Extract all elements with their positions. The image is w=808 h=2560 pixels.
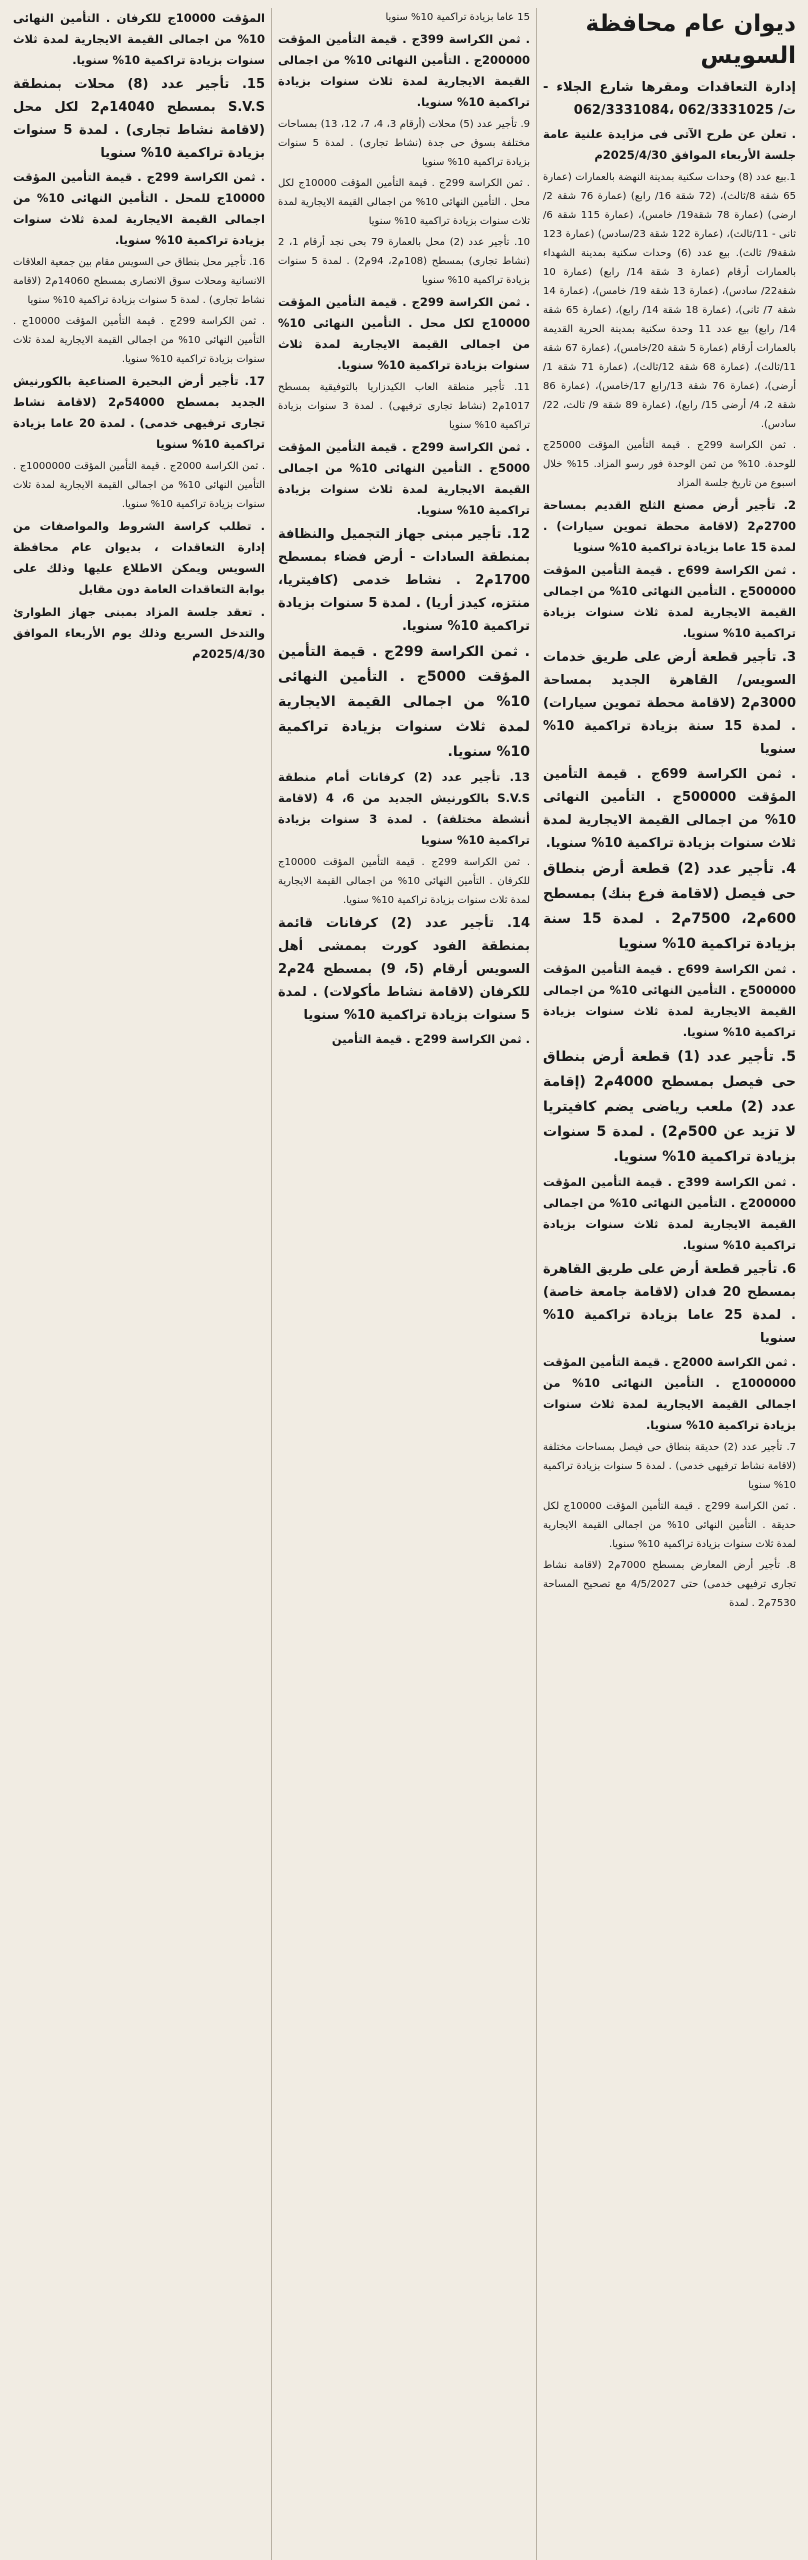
ad-paragraph: . ثمن الكراسة 299ج . قيمة التأمين المؤقت 25000ج للوحدة. 10% من ثمن الوحدة فور رسو المزاد. 15% خلال اسبوع من تاريخ جلسة المزاد xyxy=(543,440,796,489)
ad-paragraph: 9. تأجير عدد (5) محلات (أرقام 3، 4، 7، 12، 13) بمساحات مختلفة بسوق حى جدة (نشاط تجارى) . لمدة 5 سنوات بزيادة تراكمية 10% سنويا xyxy=(278,119,530,168)
ad-paragraph: 6. تأجير قطعة أرض على طريق القاهرة بمسطح 20 فدان (لاقامة جامعة خاصة) . لمدة 25 عاما بزيادة تراكمية 10% سنويا xyxy=(543,1262,796,1346)
ad-paragraph: . ثمن الكراسة 399ج . قيمة التأمين المؤقت 200000ج . التأمين النهائى 10% من اجمالى القيمة الايجارية لمدة ثلاث سنوات بزيادة تراكمية 10% سنويا. xyxy=(278,32,530,109)
ad-paragraph: 7. تأجير عدد (2) حديقة بنطاق حى فيصل بمساحات مختلفة (لاقامة نشاط ترفيهى خدمى) . لمدة 5 سنوات بزيادة تراكمية 10% سنويا xyxy=(543,1442,796,1491)
ad-paragraph: . ثمن الكراسة 299ج . قيمة التأمين المؤقت 10000ج للكرفان . التأمين النهائى 10% من اجمالى القيمة الايجارية لمدة ثلاث سنوات بزيادة تراكمية 10% سنويا. xyxy=(278,857,530,906)
ad-paragraph: . ثمن الكراسة 299ج . قيمة التأمين المؤقت 10000ج . التأمين النهائى 10% من اجمالى القيمة الايجارية لمدة ثلاث سنوات بزيادة تراكمية 10% سنويا. xyxy=(13,316,266,365)
ad-paragraph: . ثمن الكراسة 299ج . قيمة التأمين المؤقت 10000ج للمحل . التأمين النهائى 10% من اجمالى القيمة الايجارية لمدة ثلاث سنوات بزيادة تراكمية 10% سنويا. xyxy=(13,170,266,247)
page-title: ديوان عام محافظة السويس xyxy=(585,11,796,69)
ad-paragraph: . ثمن الكراسة 299ج . قيمة التأمين المؤقت 10000ج لكل حديقة . التأمين النهائى 10% من اجمالى القيمة الايجارية لمدة ثلاث سنوات بزيادة تراكمية 10% سنويا. xyxy=(543,1501,797,1550)
ad-paragraph: 8. تأجير أرض المعارض بمسطح 7000م2 (لاقامة نشاط تجارى ترفيهى خدمى) حتى 4/5/2027 مع تصحيح المساحة 7530م2 . لمدة xyxy=(543,1560,796,1609)
ad-paragraph: 16. تأجير محل بنطاق حى السويس مقام بين جمعية العلاقات الانسانية ومحلات سوق الانصارى بمسطح 14060م2 (لاقامة نشاط تجارى) . لمدة 5 سنوات بزيادة تراكمية 10% سنويا xyxy=(13,257,265,306)
ad-paragraph: 3. تأجير قطعة أرض على طريق خدمات السويس/ القاهرة الجديد بمساحة 3000م2 (لاقامة محطة تموين سيارات) . لمدة 15 سنة بزيادة تراكمية 10% سنويا xyxy=(543,650,796,757)
ad-paragraph: 11. تأجير منطقة العاب الكيدزاريا بالتوفيقية بمسطح 1017م2 (نشاط تجارى ترفيهى) . لمدة 3 سنوات بزيادة تراكمية 10% سنويا xyxy=(278,382,530,431)
ad-paragraph: . ثمن الكراسة 299ج . قيمة التأمين المؤقت 10000ج لكل محل . التأمين النهائى 10% من اجمالى القيمة الايجارية لمدة ثلاث سنوات بزيادة تراكمية 10% سنويا. xyxy=(278,295,530,372)
ad-paragraph: 4. تأجير عدد (2) قطعة أرض بنطاق حى فيصل (لاقامة فرع بنك) بمسطح 600م2، 7500م2 . لمدة 15 سنة بزيادة تراكمية 10% سنويا xyxy=(543,861,796,952)
ad-paragraph: 5. تأجير عدد (1) قطعة أرض بنطاق حى فيصل بمسطح 4000م2 (إقامة عدد (2) ملعب رياضى يضم كافيتريا لا تزيد عن 500م2) . لمدة 5 سنوات بزيادة تراكمية 10% سنويا. xyxy=(543,1049,797,1165)
ad-paragraph: 13. تأجير عدد (2) كرفانات أمام منطقة S.V.S بالكورنيش الجديد من 6، 4 (لاقامة أنشطة مختلفة) . لمدة 3 سنوات بزيادة تراكمية 10% سنويا xyxy=(278,770,531,847)
ad-paragraph: 14. تأجير عدد (2) كرفانات قائمة بمنطقة الفود كورت بممشى أهل السويس أرقام (5، 9) بمسطح 24م2 للكرفان (لاقامة نشاط مأكولات) . لمدة 5 سنوات بزيادة تراكمية 10% سنويا xyxy=(278,916,531,1023)
ad-paragraph: . ثمن الكراسة 699ج . قيمة التأمين المؤقت 500000ج . التأمين النهائى 10% من اجمالى القيمة الايجارية لمدة ثلاث سنوات بزيادة تراكمية 10% سنويا. xyxy=(543,962,796,1039)
ad-paragraph: 17. تأجير أرض البحيرة الصناعية بالكورنيش الجديد بمسطح 54000م2 (لاقامة نشاط تجارى ترفيهى خدمى) . لمدة 20 عاما بزيادة تراكمية 10% سنويا xyxy=(13,374,266,451)
ad-paragraph: . ثمن الكراسة 699ج . قيمة التأمين المؤقت 500000ج . التأمين النهائى 10% من اجمالى القيمة الايجارية لمدة ثلاث سنوات بزيادة تراكمية 10% سنويا. xyxy=(543,563,796,640)
ad-paragraph: . تعلن عن طرح الآتى فى مزايدة علنية عامة جلسة الأربعاء الموافق 2025/4/30م xyxy=(543,127,796,162)
ad-paragraph: . ثمن الكراسة 2000ج . قيمة التأمين المؤقت 1000000ج . التأمين النهائى 10% من اجمالى القيمة الايجارية لمدة ثلاث سنوات بزيادة تراكمية 10% سنويا. xyxy=(542,1355,796,1432)
ad-paragraph: . تطلب كراسة الشروط والمواصفات من إدارة التعاقدات ، بديوان عام محافظة السويس ويمكن الاطلاع عليها وذلك على بوابة التعاقدات العامة دون مقابل xyxy=(13,519,265,596)
ad-paragraph: 1.بيع عدد (8) وحدات سكنية بمدينة النهضة بالعمارات (عمارة 65 شقة 8/ثالث)، (72 شقة 16/ رابع) (عمارة 76 شقة 2/ارضى) (عمارة 78 شقة19/ خامس)، (عمارة 115 شقة 6/ثانى - 11/ثالث)، (عمارة 122 شقة 23/سادس) (عمارة 123 شقة9/ ثالث). بيع عدد (6) وحدات سكنية بمدينة الشهداء بالعمارات أرقام (عمارة 3 شقة 14/ رابع) (عمارة 10 شقة22/ سادس)، (عمارة 13 شقة 19/ خامس)، (عمارة 14 شقة 7/ ثانى)، (عمارة 18 شقة 14/ رابع)، (عمارة 65 شقة 14/ رابع) بيع عدد 11 وحدة سكنية بمدينة الحرية القديمة بالعمارات أرقام (عمارة 5 شقة 20/خامس)، (عمارة 67 شقة 11/ثالث)، (عمارة 68 شقة 12/ثالث)، (عمارة 71 شقة 1/ أرضى)، (عمارة 76 شقة 13/رابع 17/خامس)، (عمارة 86 شقة 2، 4/ أرضى 15/ رابع)، (عمارة 89 شقة 9/ ثالث، 22/سادس). xyxy=(543,172,797,430)
ad-paragraph: . ثمن الكراسة 299ج . قيمة التأمين المؤقت 5000ج . التأمين النهائى 10% من اجمالى القيمة الايجارية لمدة ثلاث سنوات بزيادة تراكمية 10% سنويا. xyxy=(278,440,530,517)
ad-paragraph: المؤقت 10000ج للكرفان . التأمين النهائى 10% من اجمالى القيمة الايجارية لمدة ثلاث سنوات بزيادة تراكمية 10% سنويا. xyxy=(13,11,265,67)
ad-paragraph: . ثمن الكراسة 699ج . قيمة التأمين المؤقت 500000ج . التأمين النهائى 10% من اجمالى القيمة الايجارية لمدة ثلاث سنوات بزيادة تراكمية 10% سنويا. xyxy=(543,767,797,851)
ad-paragraph: إدارة التعاقدات ومقرها شارع الجلاء - ت/ 062/3331025 ،062/3331084 xyxy=(543,80,796,118)
column-right xyxy=(537,8,802,2560)
column-left xyxy=(7,8,272,2560)
ad-paragraph: . ثمن الكراسة 399ج . قيمة التأمين المؤقت 200000ج . التأمين النهائى 10% من اجمالى القيمة الايجارية لمدة ثلاث سنوات بزيادة تراكمية 10% سنويا. xyxy=(543,1175,796,1252)
column-middle xyxy=(272,8,537,2560)
ad-paragraph: . ثمن الكراسة 299ج . قيمة التأمين المؤقت 10000ج لكل محل . التأمين النهائى 10% من اجمالى القيمة الايجارية لمدة ثلاث سنوات بزيادة تراكمية 10% سنويا xyxy=(278,178,530,227)
ad-paragraph: 2. تأجير أرض مصنع الثلج القديم بمساحة 2700م2 (لاقامة محطة تموين سيارات) . لمدة 15 عاما بزيادة تراكمية 10% سنويا xyxy=(543,498,796,554)
ad-paragraph: 15. تأجير عدد (8) محلات بمنطقة S.V.S بمسطح 14040م2 لكل محل (لاقامة نشاط تجارى) . لمدة 5 سنوات بزيادة تراكمية 10% سنويا xyxy=(13,77,266,161)
ad-paragraph: 10. تأجير عدد (2) محل بالعمارة 79 بحى نجد أرقام 1، 2 (نشاط تجارى) بمسطح (108م2، 94م2) . لمدة 5 سنوات بزيادة تراكمية 10% سنويا xyxy=(278,237,531,286)
ad-paragraph: . ثمن الكراسة 299ج . قيمة التأمين المؤقت 5000ج . التأمين النهائى 10% من اجمالى القيمة الايجارية لمدة ثلاث سنوات بزيادة تراكمية 10% سنويا. xyxy=(278,644,531,760)
ad-paragraph: 15 عاما بزيادة تراكمية 10% سنويا xyxy=(385,12,530,23)
ad-paragraph: . تعقد جلسة المزاد بمبنى جهاز الطوارئ والتدخل السريع وذلك يوم الأربعاء الموافق 2025/4/30م xyxy=(13,605,265,661)
ad-paragraph: . ثمن الكراسة 299ج . قيمة التأمين xyxy=(331,1032,530,1046)
ad-paragraph: 12. تأجير مبنى جهاز التجميل والنظافة بمنطقة السادات - أرض فضاء بمسطح 1700م2 . نشاط خدمى (كافيتريا، منتزه، كيدز أريا) . لمدة 5 سنوات بزيادة تراكمية 10% سنويا. xyxy=(278,527,530,634)
ad-paragraph: . ثمن الكراسة 2000ج . قيمة التأمين المؤقت 1000000ج . التأمين النهائى 10% من اجمالى القيمة الايجارية لمدة ثلاث سنوات بزيادة تراكمية 10% سنويا. xyxy=(13,461,266,510)
